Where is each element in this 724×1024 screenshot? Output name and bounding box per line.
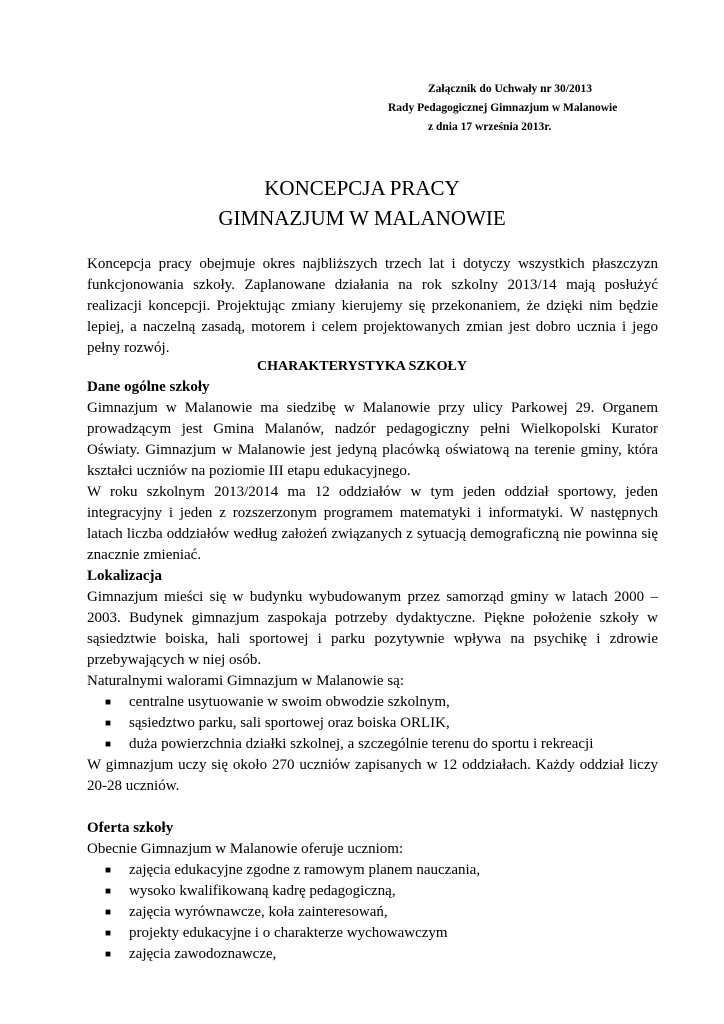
list-item [105,860,658,881]
bullet-square-icon: ■ [105,886,112,897]
list-item [105,944,658,965]
bullet-square-icon: ■ [105,928,112,939]
general-paragraph-2: W roku szkolnym 2013/2014 ma 12 oddziałów w tym jeden oddział sportowy, jeden integracyjny i jeden z rozszerzonym programem matematyki i informatyki. W następnych latach liczba oddziałów według założeń związanych z sytuacją demograficzną nie powinna się znacznie zmieniać. [87,484,658,563]
attachment-note-line-2: Rady Pedagogicznej Gimnazjum w Malanowie [388,102,618,114]
bullet-square-icon: ■ [105,949,112,960]
offer-intro: Obecnie Gimnazjum w Malanowie oferuje uczniom: [87,841,404,857]
list-item-text: zajęcia edukacyjne zgodne z ramowym planem nauczania, [129,862,481,878]
students-paragraph: W gimnazjum uczy się około 270 uczniów zapisanych w 12 oddziałach. Każdy oddział liczy 20-28 uczniów. [87,757,658,794]
location-heading: Lokalizacja [87,568,162,584]
offer-heading: Oferta szkoły [87,820,174,836]
list-item [105,923,658,944]
document-title-line-2: GIMNAZJUM W MALANOWIE [218,206,506,230]
bullet-square-icon: ■ [105,865,112,876]
section-spacer [87,797,658,818]
general-paragraph-1: Gimnazjum w Malanowie ma siedzibę w Malanowie przy ulicy Parkowej 29. Organem prowadzącym jest Gmina Malanów, nadzór pedagogiczny pełni Wielkopolski Kurator Oświaty. Gimnazjum w Malanowie jest jedyną placówką oświatową na terenie gminy, która kształci uczniów na poziomie III etapu edukacyjnego. [87,400,658,479]
bullet-square-icon: ■ [105,697,112,708]
location-paragraph-1: Gimnazjum mieści się w budynku wybudowanym przez samorząd gminy w latach 2000 – 2003. Budynek gimnazjum zaspokaja potrzeby dydaktyczne. Piękne położenie szkoły w sąsiedztwie boiska, hali sportowej i parku pozytywnie wpływa na psychikę i zdrowie przebywających w niej osób. [87,589,658,668]
section-title: CHARAKTERYSTYKA SZKOŁY [257,359,467,374]
list-item [105,902,658,923]
list-item [105,881,658,902]
intro-paragraph: Koncepcja pracy obejmuje okres najbliższych trzech lat i dotyczy wszystkich płaszczyzn funkcjonowania szkoły. Zaplanowane działania na rok szkolny 2013/14 mają posłużyć realizacji koncepcji. Projektując zmiany kierujemy się przekonaniem, że dzięki nim będzie lepiej, a naczelną zasadą, motorem i celem projektowanych zmian jest dobro ucznia i jego pełny rozwój. [87,256,658,356]
assets-list [87,692,658,755]
document-title-line-1: KONCEPCJA PRACY [264,176,460,200]
bullet-square-icon: ■ [105,907,112,918]
main-content [87,377,658,965]
list-item [105,692,658,713]
bullet-square-icon: ■ [105,739,112,750]
list-item-text: wysoko kwalifikowaną kadrę pedagogiczną, [129,883,396,899]
list-item-text: projekty edukacyjne i o charakterze wychowawczym [129,925,448,941]
attachment-note-line-1: Załącznik do Uchwały nr 30/2013 [428,83,592,95]
list-item-text: duża powierzchnia działki szkolnej, a szczególnie terenu do sportu i rekreacji [129,736,594,752]
list-item-text: centralne usytuowanie w swoim obwodzie szkolnym, [129,694,450,710]
attachment-note [300,80,660,137]
list-item-text: zajęcia zawodoznawcze, [129,946,277,962]
offer-list [87,860,658,965]
assets-intro: Naturalnymi walorami Gimnazjum w Malanowie są: [87,673,404,689]
list-item-text: sąsiedztwo parku, sali sportowej oraz boiska ORLIK, [129,715,450,731]
general-heading: Dane ogólne szkoły [87,379,210,395]
attachment-note-line-3: z dnia 17 września 2013r. [428,121,552,133]
bullet-square-icon: ■ [105,718,112,729]
list-item-text: zajęcia wyrównawcze, koła zainteresowań, [129,904,388,920]
list-item [105,713,658,734]
list-item [105,734,658,755]
